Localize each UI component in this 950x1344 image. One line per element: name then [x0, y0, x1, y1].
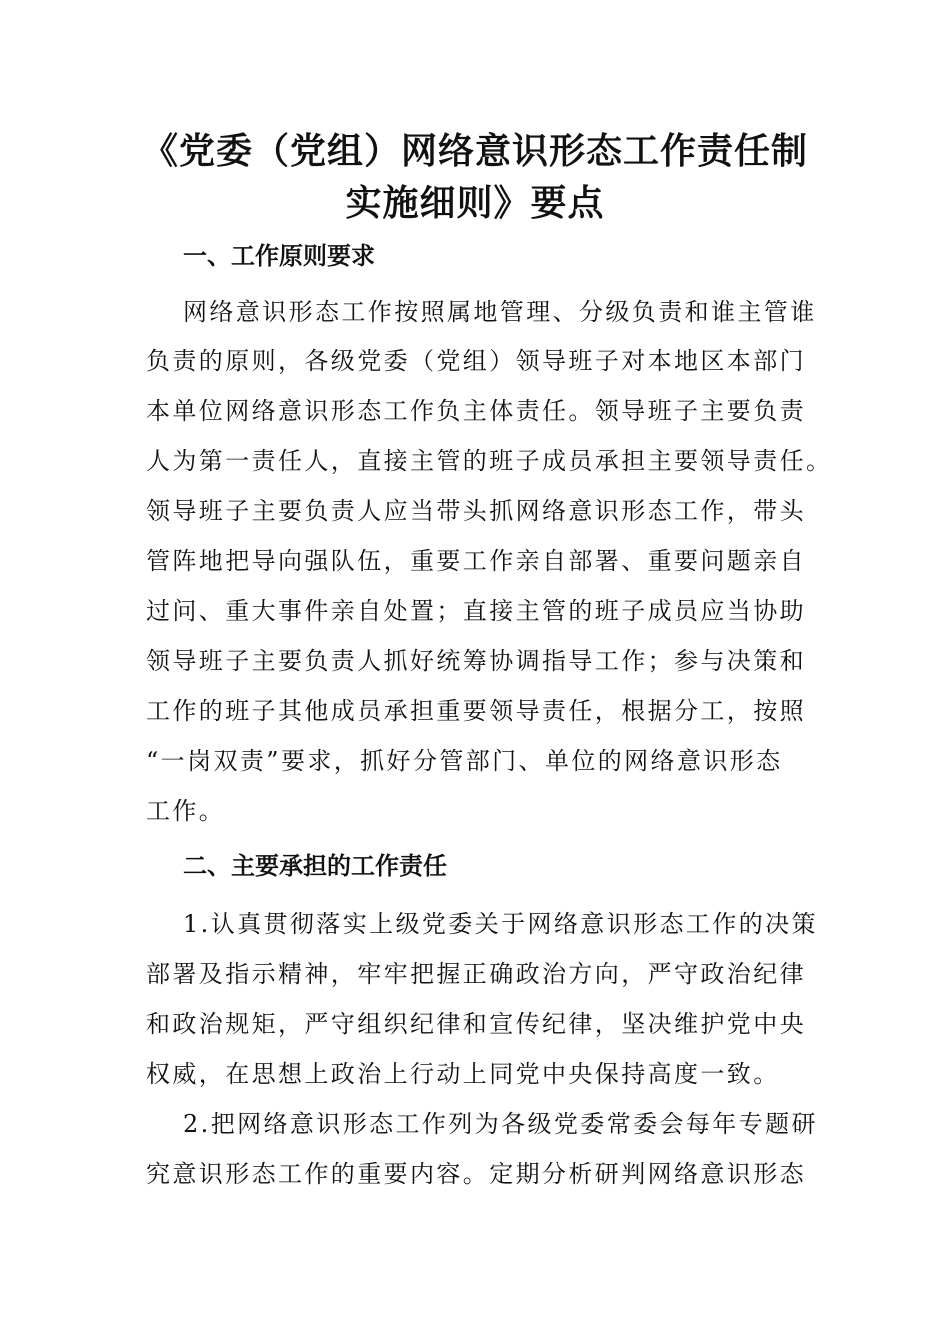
document-title-line-1: 《党委（党组）网络意识形态工作责任制 [141, 131, 808, 172]
paragraph-line: 过问、重大事件亲自处置；直接主管的班子成员应当协助 [146, 597, 806, 625]
document-title-line-2: 实施细则》要点 [345, 183, 605, 224]
list-item-line: 部署及指示精神，牢牢把握正确政治方向，严守政治纪律 [146, 960, 806, 988]
paragraph-line: 领导班子主要负责人应当带头抓网络意识形态工作，带头 [146, 497, 806, 525]
list-item-line: 和政治规矩，严守组织纪律和宣传纪律，坚决维护党中央 [146, 1010, 806, 1038]
paragraph-line: 人为第一责任人，直接主管的班子成员承担主要领导责任。 [146, 447, 833, 475]
list-item-line: 1.认真贯彻落实上级党委关于网络意识形态工作的决策 [183, 910, 818, 938]
paragraph-line: 管阵地把导向强队伍，重要工作亲自部署、重要问题亲自 [146, 547, 806, 575]
list-item-line: 权威，在思想上政治上行动上同党中央保持高度一致。 [146, 1060, 780, 1088]
paragraph-line: “一岗双责”要求，抓好分管部门、单位的网络意识形态 [146, 747, 783, 775]
paragraph-line: 负责的原则，各级党委（党组）领导班子对本地区本部门 [146, 347, 806, 375]
paragraph-line: 工作的班子其他成员承担重要领导责任，根据分工，按照 [146, 697, 806, 725]
list-item-line: 究意识形态工作的重要内容。定期分析研判网络意识形态 [146, 1160, 806, 1188]
paragraph-line: 工作。 [146, 797, 226, 825]
paragraph-line: 网络意识形态工作按照属地管理、分级负责和谁主管谁 [183, 298, 817, 326]
section-heading-principles: 一、工作原则要求 [183, 242, 375, 270]
paragraph-line: 领导班子主要负责人抓好统筹协调指导工作；参与决策和 [146, 647, 806, 675]
paragraph-line: 本单位网络意识形态工作负主体责任。领导班子主要负责 [146, 397, 806, 425]
list-item-line: 2.把网络意识形态工作列为各级党委常委会每年专题研 [183, 1110, 818, 1138]
section-heading-responsibilities: 二、主要承担的工作责任 [183, 852, 447, 880]
